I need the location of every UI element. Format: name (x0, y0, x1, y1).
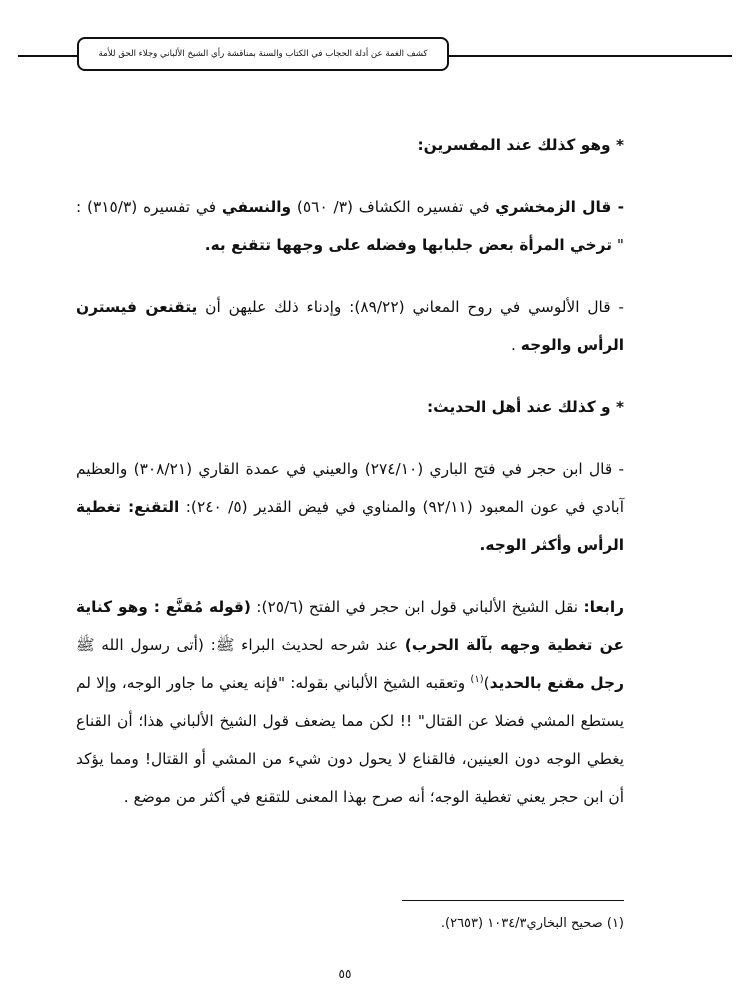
rabian-label: رابعا: (583, 598, 624, 616)
nasafi-name: والنسفي (221, 198, 292, 216)
alusi-end: . (511, 336, 521, 354)
ibnhajar-quote: (قوله مُقنَّع : وهو كناية عن تغطية وجهه بآلة الحرب) (76, 598, 624, 654)
hadith-text: رجل مقنع بالحديد (489, 674, 624, 692)
hadith-close: ) (483, 674, 490, 692)
ibnhajar-paragraph (76, 450, 624, 564)
spacer (76, 364, 624, 388)
page-body (76, 126, 624, 816)
rabian-intro: نقل الشيخ الألباني قول ابن حجر في الفتح (٢٥/٦): (250, 598, 584, 616)
taqannu-definition: التقنع: تغطية الرأس وأكثر الوجه. (76, 498, 624, 554)
zamakhshari-ref: في تفسيره الكشاف (٣/ ٥٦٠) (291, 198, 496, 216)
zamakhshari-paragraph (76, 188, 624, 264)
running-header (77, 37, 449, 71)
alusi-paragraph (76, 288, 624, 364)
footnote-rule (402, 900, 624, 901)
spacer (76, 164, 624, 188)
ibnhajar-refs: - قال ابن حجر في فتح الباري (٢٧٤/١٠) والعيني في عمدة القاري (٣٠٨/٢١) والعظيم آبادي في عون المعبود (٩٢/١١) والمناوي في فيض القدير (٥/ ٢٤٠): (76, 460, 624, 516)
nasafi-ref: في تفسيره (٣١٥/٣) : " (76, 198, 624, 254)
alusi-ref: - قال الألوسي في روح المعاني (٨٩/٢٢): وإدناء ذلك عليهن أن (197, 298, 624, 316)
mufassirin-heading: * وهو كذلك عند المفسرين: (417, 136, 624, 154)
alusi-quote: يتقنعن فيسترن الرأس والوجه (76, 298, 624, 354)
running-title: كشف الغمة عن أدلة الحجاب في الكتاب والسنة بمناقشة رأي الشيخ الألباني وجلاء الحق للأمة (98, 49, 428, 59)
bara-hadith-intro: عند شرحه لحديث البراء ﷺ: (أتى رسول الله ﷺ (76, 636, 405, 654)
spacer (76, 564, 624, 588)
hadith-heading: * و كذلك عند أهل الحديث: (427, 398, 624, 416)
spacer (76, 264, 624, 288)
footnote-marker: (١) (470, 673, 484, 685)
spacer (76, 426, 624, 450)
zamakhshari-name: - قال الزمخشري (495, 198, 624, 216)
zamakhshari-quote: ترخي المرأة بعض جلبابها وفضله على وجهها تتقنع به. (204, 236, 613, 254)
page-number: ٥٥ (338, 967, 352, 981)
footnote: (١) صحيح البخاري١٠٣٤/٣ (٢٦٥٣). (440, 916, 624, 931)
albani-rebuttal: وتعقبه الشيخ الألباني بقوله: "فإنه يعني ما جاور الوجه، وإلا لم يستطع المشي فضلا عن القتال" !! لكن مما يضعف قول الشيخ الألباني هذا؛ أن القناع يغطي الوجه دون العينين، فالقناع لا يحول دون شيء من المشي أو القتال! ومما يؤكد أن ابن حجر يعني تغطية الوجه؛ أنه صرح بهذا المعنى للتقنع في أكثر من موضع . (76, 674, 624, 806)
rabian-paragraph (76, 588, 624, 816)
